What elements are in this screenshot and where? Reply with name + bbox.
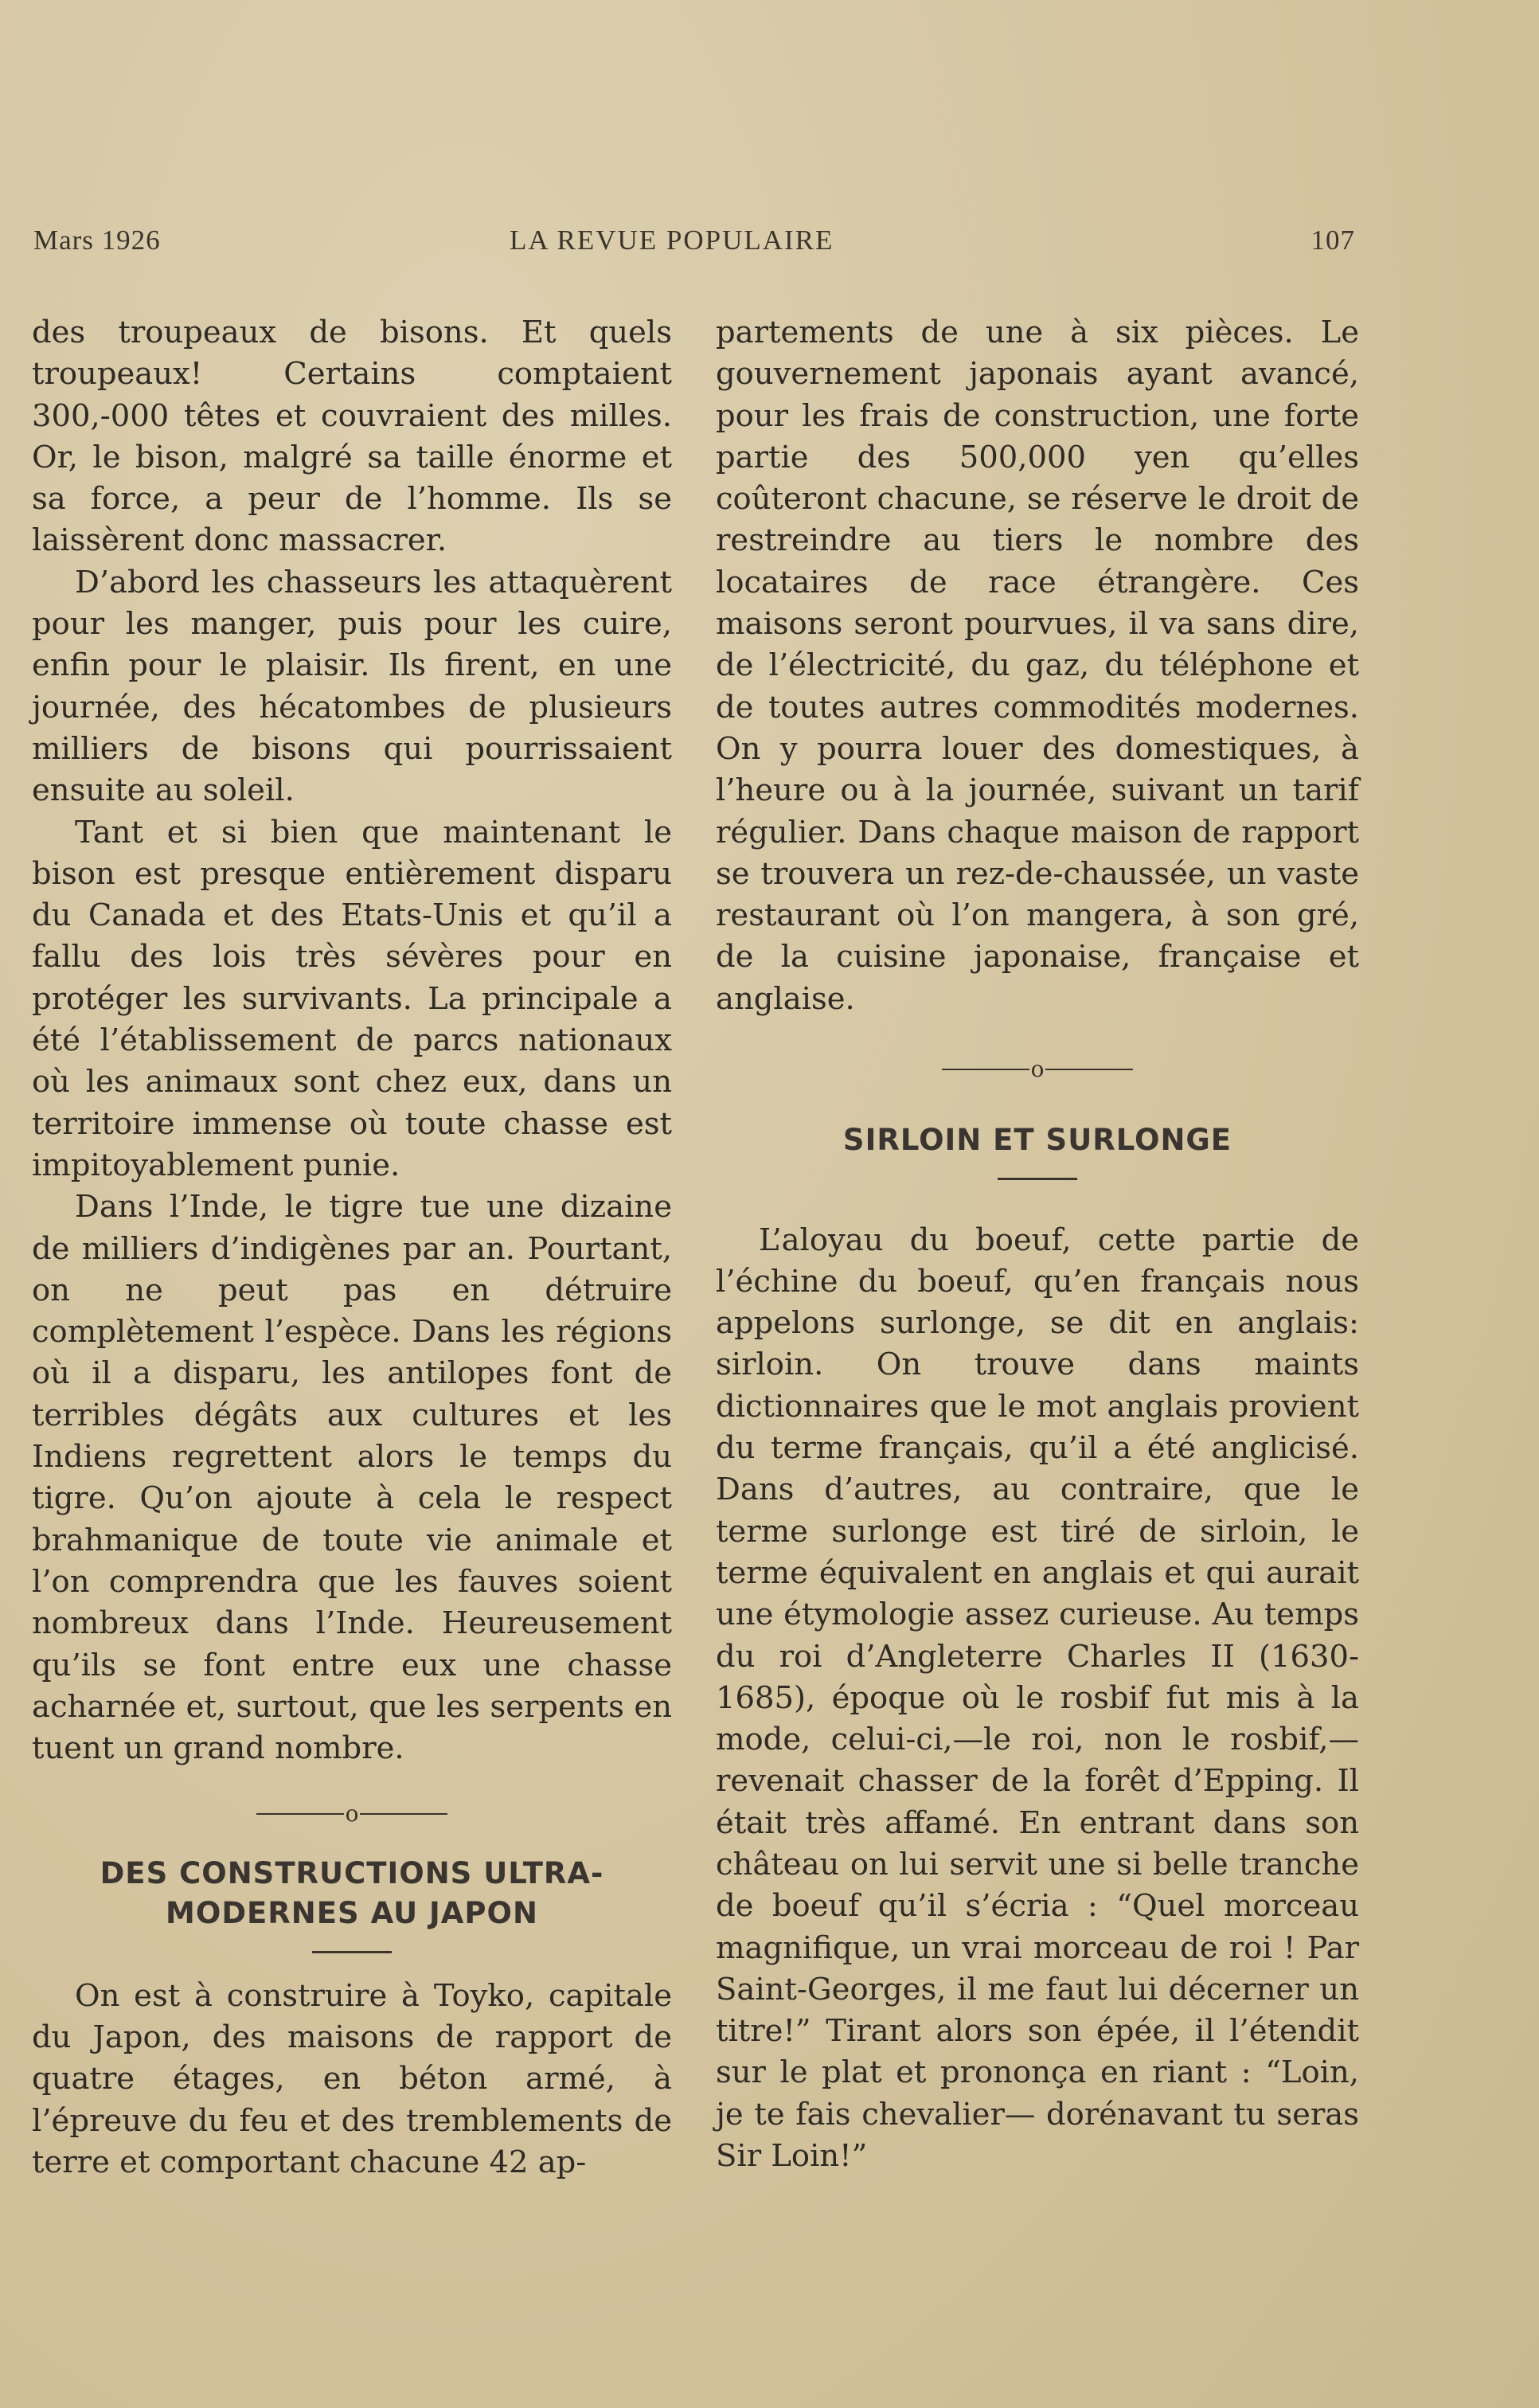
article-paragraph: L’aloyau du boeuf, cette partie de l’échine du boeuf, qu’en français nous appelons surlonge, se dit en anglais: sirloin. On trouve dans maints dictionnaires que le mot anglais provient du terme français, qu’il a été anglicisé. Dans d’autres, au contraire, que le terme surlonge est tiré de sirloin, le terme équivalent en anglais et qui aurait une étymologie assez curieuse. Au temps du roi d’Angleterre Charles II (1630-1685), époque où le rosbif fut mis à la mode, celui-ci,—le roi, non le rosbif,—revenait chasser de la forêt d’Epping. Il était très affamé. En entrant dans son château on lui servit une si belle tranche de boeuf qu’il s’écria : “Quel morceau magnifique, un vrai morceau de roi ! Par Saint-Georges, il me faut lui décerner un titre!” Tirant alors son épée, il l’étendit sur le plat et prononça en riant : “Loin, je te fais chevalier— dorénavant tu seras Sir Loin!” bbox=[716, 1222, 1359, 2175]
article-paragraph: On est à construire à Toyko, capitale du Japon, des maisons de rapport de quatre étages, en béton armé, à l’épreuve du feu et des tremblements de terre et comportant chacune 42 ap- bbox=[32, 1977, 672, 2181]
paragraph: D’abord les chasseurs les attaquèrent pour les manger, puis pour les cuire, enfin pour le plaisir. Ils firent, en une journée, des hécatombes de plusieurs milliers de bisons qui pourrissaient ensuite au soleil. bbox=[32, 564, 672, 809]
continued-paragraph: partements de une à six pièces. Le gouvernement japonais ayant avancé, pour les frais de construction, une forte partie des 500,000 yen qu’elles coûteront chacune, se réserve le droit de restreindre au tiers le nombre des locataires de race étrangère. Ces maisons seront pourvues, il va sans dire, de l’électricité, du gaz, du téléphone et de toutes autres commodités modernes. On y pourra louer des domestiques, à l’heure ou à la journée, suivant un tarif régulier. Dans chaque maison de rapport se trouvera un rez-de-chaussée, un vaste restaurant où l’on mangera, à son gré, de la cuisine japonaise, française et anglaise. bbox=[716, 315, 1359, 1017]
article-heading bbox=[716, 1120, 1359, 1160]
issue-date: Mars 1926 bbox=[33, 225, 161, 256]
article-heading-line: SIRLOIN ET SURLONGE bbox=[842, 1122, 1232, 1157]
section-divider: o bbox=[716, 1052, 1359, 1085]
heading-rule bbox=[998, 1178, 1077, 1180]
left-column bbox=[32, 312, 672, 2183]
paragraph: des troupeaux de bisons. Et quels troupeaux! Certains comptaient 300,-000 têtes et couvraient des milles. Or, le bison, malgré sa taille énorme et sa force, a peur de l’homme. Ils se laissèrent donc massacrer. bbox=[32, 315, 672, 559]
page-number: 107 bbox=[1310, 225, 1355, 256]
article-heading bbox=[32, 1854, 672, 1933]
right-column bbox=[716, 312, 1359, 2177]
article-heading-line: DES CONSTRUCTIONS ULTRA- bbox=[100, 1855, 604, 1890]
paragraph: Tant et si bien que maintenant le bison est presque entièrement disparu du Canada et des Etats-Unis et qu’il a fallu des lois très sévères pour en protéger les survivants. La principale a été l’établissement de parcs nationaux où les animaux sont chez eux, dans un territoire immense où toute chasse est impitoyablement punie. bbox=[32, 814, 672, 1183]
paragraph: Dans l’Inde, le tigre tue une dizaine de milliers d’indigènes par an. Pourtant, on ne peut pas en détruire complètement l’espèce. Dans les régions où il a disparu, les antilopes font de terribles dégâts aux cultures et les Indiens regrettent alors le temps du tigre. Qu’on ajoute à cela le respect brahmanique de toute vie animale et l’on comprendra que les fauves soient nombreux dans l’Inde. Heureusement qu’ils se font entre eux une chasse acharnée et, surtout, que les serpents en tuent un grand nombre. bbox=[32, 1189, 672, 1767]
section-divider: o bbox=[32, 1796, 672, 1830]
journal-title: LA REVUE POPULAIRE bbox=[510, 225, 834, 256]
heading-rule bbox=[312, 1951, 392, 1953]
article-heading-line: MODERNES AU JAPON bbox=[166, 1895, 538, 1930]
page-header bbox=[33, 225, 1355, 264]
